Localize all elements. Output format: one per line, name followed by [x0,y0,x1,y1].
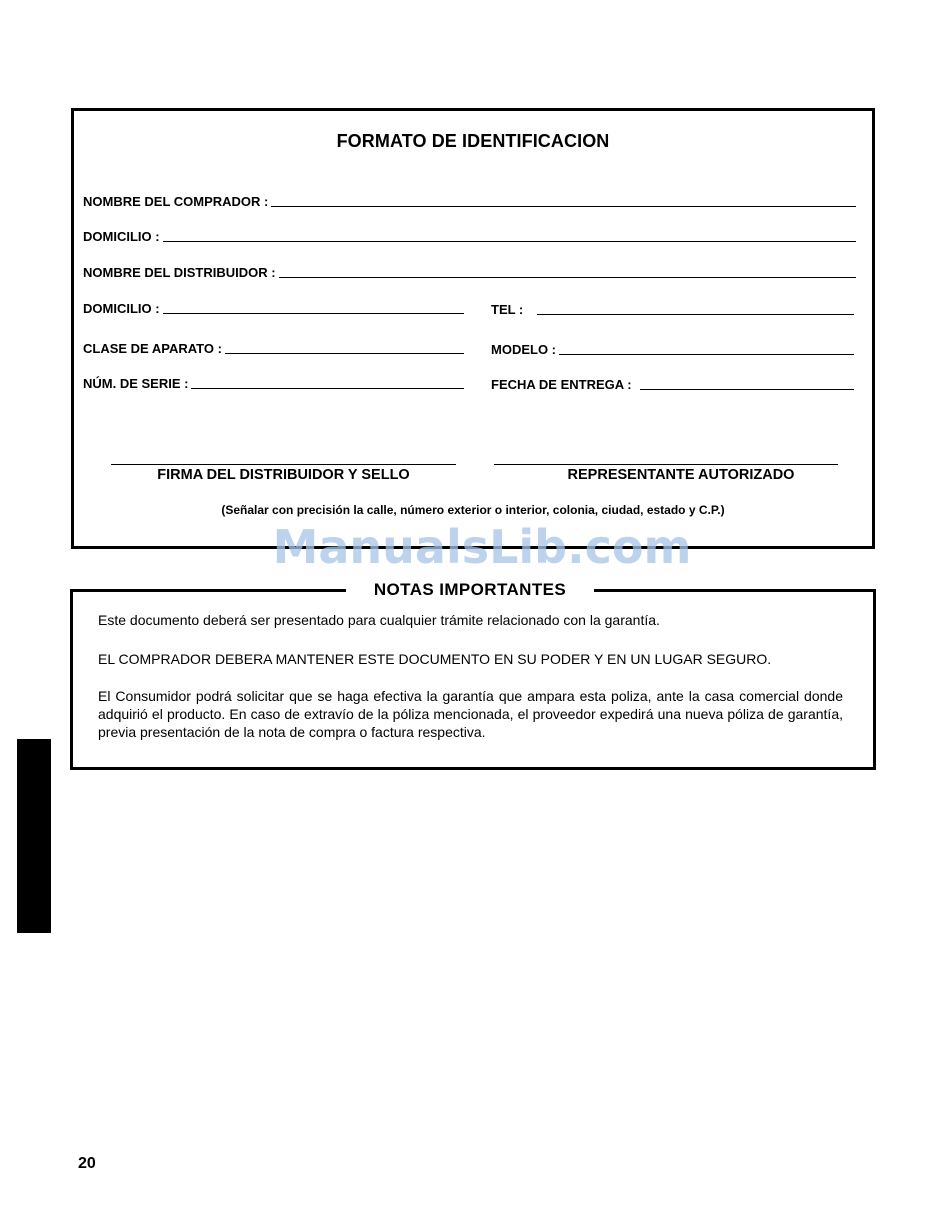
serial-line[interactable] [191,388,464,389]
delivery-date-field[interactable] [491,377,854,392]
notes-paragraph-3: El Consumidor podrá solicitar que se haga efectiva la garantía que ampara esta poliza, ante la casa comercial donde adquirió el producto. En caso de extravío de la póliza mencionada, el proveedor expedirá una nueva póliza de garantía, previa presentación de la nota de compra o factura respectiva. [98,688,843,740]
delivery-date-line[interactable] [640,389,854,390]
serial-field[interactable] [83,376,464,391]
distributor-signature-label: FIRMA DEL DISTRIBUIDOR Y SELLO [157,467,410,483]
appliance-class-label: CLASE DE APARATO : [83,341,222,356]
tel-field[interactable] [491,302,854,317]
notes-paragraph-1: Este documento deberá ser presentado para cualquier trámite relacionado con la garantía. [98,612,660,628]
delivery-date-label: FECHA DE ENTREGA : [491,377,632,392]
address-field[interactable] [83,229,856,244]
buyer-name-field[interactable] [83,194,856,209]
page-number: 20 [78,1155,96,1172]
tel-label: TEL : [491,302,524,317]
distributor-name-label: NOMBRE DEL DISTRIBUIDOR : [83,265,276,280]
representative-signature-label: REPRESENTANTE AUTORIZADO [567,467,795,483]
buyer-name-label: NOMBRE DEL COMPRADOR : [83,194,269,209]
distributor-address-field[interactable] [83,301,464,316]
notes-top-border-right [594,589,873,592]
distributor-address-line[interactable] [163,313,464,314]
tel-line[interactable] [537,314,854,315]
identification-form [71,108,875,549]
watermark: ManualsLib.com [272,520,692,574]
appliance-class-field[interactable] [83,341,464,356]
distributor-name-field[interactable] [83,265,856,280]
model-line[interactable] [559,354,854,355]
representative-signature-line[interactable] [494,464,838,465]
address-line[interactable] [163,241,856,242]
appliance-class-line[interactable] [225,353,464,354]
notes-paragraph-2: EL COMPRADOR DEBERA MANTENER ESTE DOCUMENTO EN SU PODER Y EN UN LUGAR SEGURO. [98,651,772,667]
notes-title: NOTAS IMPORTANTES [373,580,567,599]
serial-label: NÚM. DE SERIE : [83,376,189,391]
buyer-name-line[interactable] [271,206,856,207]
address-instruction-note: (Señalar con precisión la calle, número exterior o interior, colonia, ciudad, estado y C.P.) [221,503,725,517]
form-title: FORMATO DE IDENTIFICACION [336,131,610,151]
distributor-name-line[interactable] [279,277,856,278]
side-tab [17,739,51,933]
distributor-signature-line[interactable] [111,464,456,465]
address-label: DOMICILIO : [83,229,160,244]
model-label: MODELO : [491,342,556,357]
notes-top-border-left [70,589,346,592]
model-field[interactable] [491,342,854,357]
distributor-address-label: DOMICILIO : [83,301,160,316]
